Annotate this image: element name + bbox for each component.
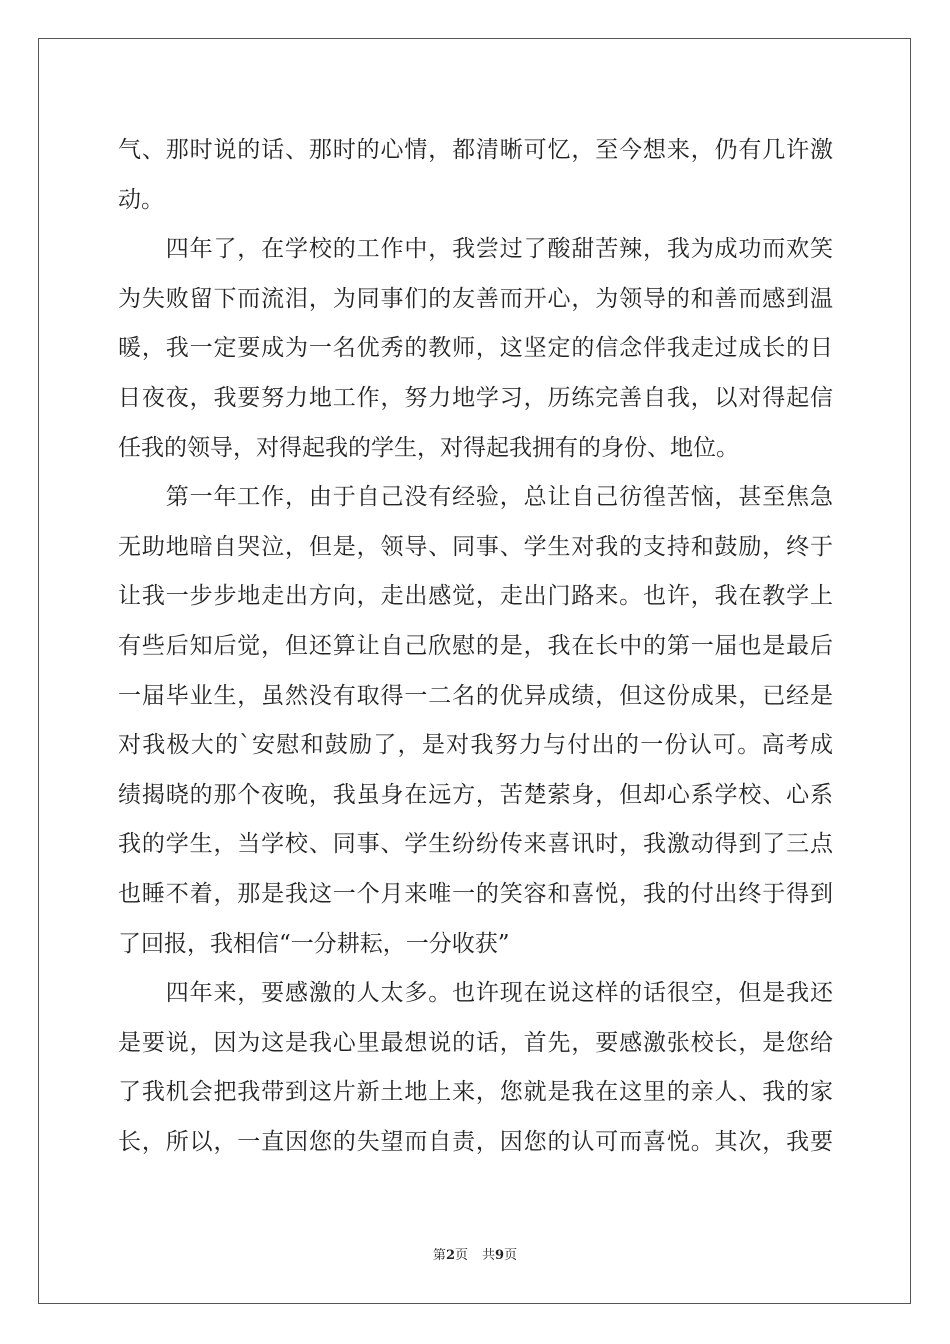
text-line: 对我极大的`安慰和鼓励了，是对我努力与付出的一份认可。高考成 bbox=[118, 732, 833, 759]
page-footer bbox=[0, 1244, 950, 1263]
text-line: 为失败留下而流泪，为同事们的友善而开心，为领导的和善而感到温 bbox=[118, 285, 833, 312]
text-line: 一届毕业生，虽然没有取得一二名的优异成绩，但这份成果，已经是 bbox=[118, 682, 833, 709]
text-line: 让我一步步地走出方向，走出感觉，走出门路来。也许，我在教学上 bbox=[118, 583, 833, 610]
text-line: 也睡不着，那是我这一个月来唯一的笑容和喜悦，我的付出终于得到 bbox=[118, 880, 833, 907]
text-line: 四年来，要感激的人太多。也许现在说这样的话很空，但是我还 bbox=[118, 980, 833, 1007]
document-body bbox=[118, 126, 833, 1167]
text-line: 任我的领导，对得起我的学生，对得起我拥有的身份、地位。 bbox=[118, 434, 739, 461]
text-line: 气、那时说的话、那时的心情，都清晰可忆，至今想来，仍有几许激 bbox=[118, 137, 833, 163]
total-label-prefix: 共 bbox=[482, 1248, 496, 1263]
text-line: 有些后知后觉，但还算让自己欣慰的是，我在长中的第一届也是最后 bbox=[118, 632, 833, 659]
page-number: 2 bbox=[445, 1248, 455, 1263]
text-line: 动。 bbox=[118, 186, 164, 213]
text-line: 我的学生，当学校、同事、学生纷纷传来喜讯时，我激动得到了三点 bbox=[118, 831, 833, 858]
text-line: 长，所以，一直因您的失望而自责，因您的认可而喜悦。其次，我要 bbox=[118, 1128, 833, 1155]
total-label-suffix: 页 bbox=[504, 1248, 518, 1263]
page-label-prefix: 第 bbox=[432, 1248, 446, 1263]
text-line: 第一年工作，由于自己没有经验，总让自己彷徨苦恼，甚至焦急 bbox=[118, 484, 833, 511]
total-pages: 9 bbox=[495, 1248, 505, 1263]
text-line: 无助地暗自哭泣，但是，领导、同事、学生对我的支持和鼓励，终于 bbox=[118, 533, 833, 560]
page-label-suffix: 页 bbox=[454, 1248, 468, 1263]
text-line: 是要说，因为这是我心里最想说的话，首先，要感激张校长，是您给 bbox=[118, 1029, 833, 1056]
text-line: 四年了，在学校的工作中，我尝过了酸甜苦辣，我为成功而欢笑 bbox=[118, 236, 833, 263]
text-line: 了回报，我相信“一分耕耘，一分收获” bbox=[118, 930, 510, 957]
text-line: 了我机会把我带到这片新土地上来，您就是我在这里的亲人、我的家 bbox=[118, 1079, 833, 1106]
text-line: 绩揭晓的那个夜晚，我虽身在远方，苦楚萦身，但却心系学校、心系 bbox=[118, 781, 833, 808]
text-line: 暖，我一定要成为一名优秀的教师，这坚定的信念伴我走过成长的日 bbox=[118, 335, 833, 362]
text-line: 日夜夜，我要努力地工作，努力地学习，历练完善自我，以对得起信 bbox=[118, 384, 833, 411]
